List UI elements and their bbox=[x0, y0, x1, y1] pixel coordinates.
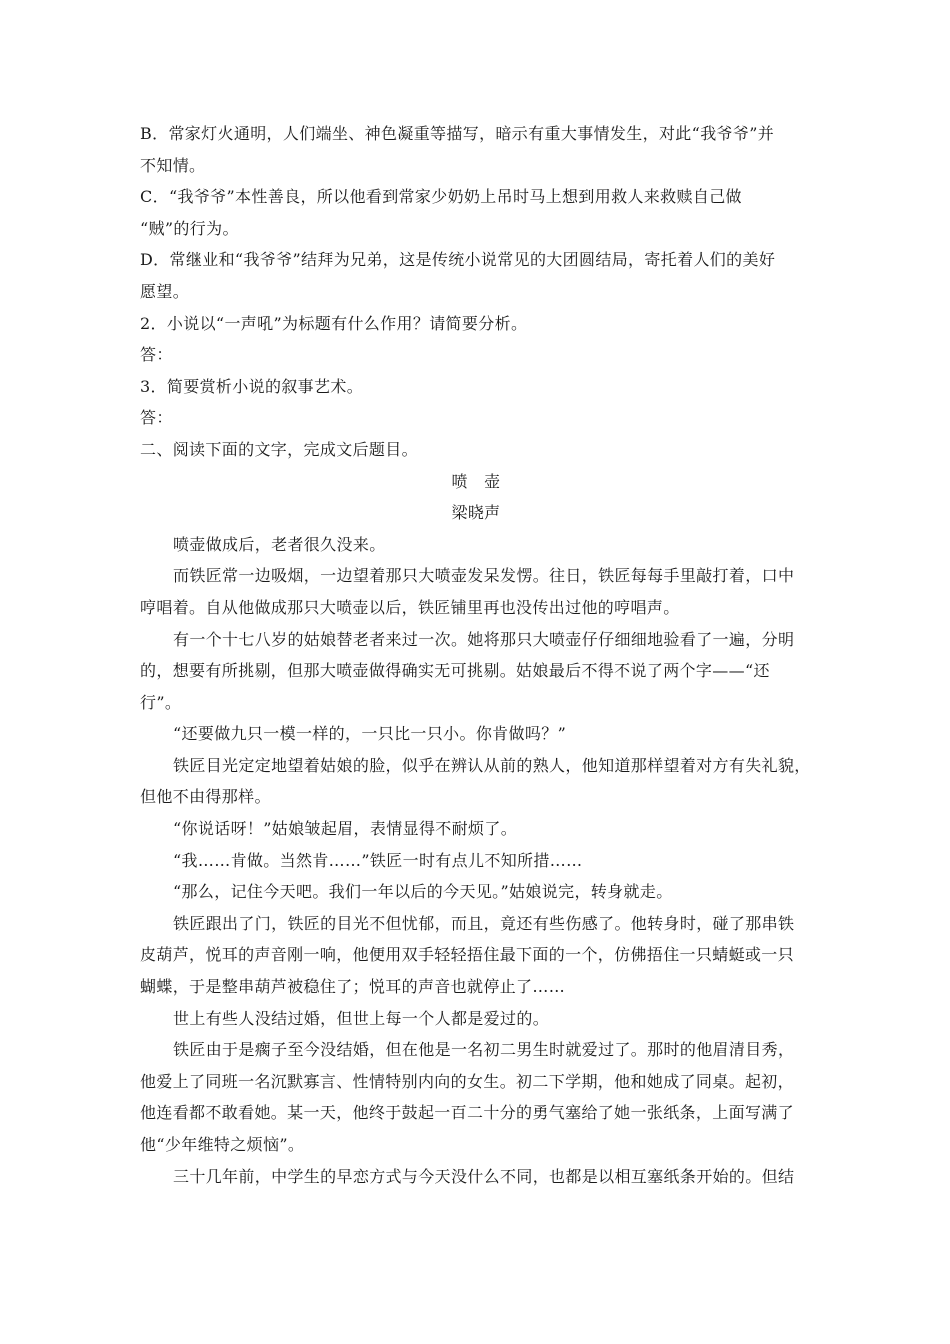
paragraph-line: “你说话呀！”姑娘皱起眉，表情显得不耐烦了。 bbox=[173, 819, 518, 839]
story-author: 梁晓声 bbox=[451, 503, 501, 523]
story-body bbox=[140, 529, 812, 1192]
text-line: 答： bbox=[140, 345, 173, 365]
paragraph-line: 行”。 bbox=[140, 692, 182, 712]
paragraph-line: “还要做九只一模一样的，一只比一只小。你肯做吗？” bbox=[173, 724, 567, 744]
paragraph-line: 他连看都不敢看她。某一天，他终于鼓起一百二十分的勇气塞给了她一张纸条，上面写满了 bbox=[140, 1103, 795, 1123]
document-page bbox=[140, 118, 812, 1192]
paragraph-line: 铁匠目光定定地望着姑娘的脸，似乎在辨认从前的熟人，他知道那样望着对方有失礼貌， bbox=[173, 755, 811, 775]
paragraph-line: 铁匠由于是瘸子至今没结婚，但在他是一名初二男生时就爱过了。那时的他眉清目秀， bbox=[173, 1040, 795, 1060]
paragraph-line: 他爱上了同班一名沉默寡言、性情特别内向的女生。初二下学期，他和她成了同桌。起初， bbox=[140, 1071, 795, 1091]
paragraph-line: 的，想要有所挑剔，但那大喷壶做得确实无可挑剔。姑娘最后不得不说了两个字——“还 bbox=[140, 661, 770, 681]
paragraph-line: 喷壶做成后，老者很久没来。 bbox=[173, 534, 386, 554]
text-line: 2．小说以“一声吼”为标题有什么作用？请简要分析。 bbox=[140, 313, 528, 333]
text-line: “贼”的行为。 bbox=[140, 218, 239, 238]
text-line: 不知情。 bbox=[140, 155, 206, 175]
paragraph-line: 但他不由得那样。 bbox=[140, 787, 271, 807]
paragraph-line: 而铁匠常一边吸烟，一边望着那只大喷壶发呆发愣。往日，铁匠每每手里敲打着，口中 bbox=[173, 566, 795, 586]
paragraph-line: 他“少年维特之烦恼”。 bbox=[140, 1135, 305, 1154]
text-line: 答： bbox=[140, 408, 173, 428]
paragraph-line: 哼唱着。自从他做成那只大喷壶以后，铁匠铺里再也没传出过他的哼唱声。 bbox=[140, 597, 680, 617]
text-line: C．“我爷爷”本性善良，所以他看到常家少奶奶上吊时马上想到用救人来救赎自己做 bbox=[140, 187, 742, 207]
text-line: 愿望。 bbox=[140, 281, 190, 301]
paragraph-line: 三十几年前，中学生的早恋方式与今天没什么不同，也都是以相互塞纸条开始的。但结 bbox=[173, 1166, 795, 1186]
text-line: 3．简要赏析小说的叙事艺术。 bbox=[140, 376, 364, 396]
paragraph-line: “我……肯做。当然肯……”铁匠一时有点儿不知所措…… bbox=[173, 850, 583, 870]
paragraph-line: 铁匠跟出了门，铁匠的目光不但忧郁，而且，竟还有些伤感了。他转身时，碰了那串铁 bbox=[173, 913, 795, 933]
paragraph-line: “那么，记住今天吧。我们一年以后的今天见。”姑娘说完，转身就走。 bbox=[173, 882, 673, 902]
text-line: B．常家灯火通明，人们端坐、神色凝重等描写，暗示有重大事情发生，对此“我爷爷”并 bbox=[140, 124, 775, 143]
story-title: 喷 壶 bbox=[451, 471, 501, 491]
text-line: 二、阅读下面的文字，完成文后题目。 bbox=[140, 439, 418, 459]
text-line: D．常继业和“我爷爷”结拜为兄弟，这是传统小说常见的大团圆结局，寄托着人们的美好 bbox=[140, 250, 776, 270]
paragraph-line: 皮葫芦，悦耳的声音刚一响，他便用双手轻轻捂住最下面的一个，仿佛捂住一只蜻蜓或一只 bbox=[140, 945, 795, 965]
paragraph-line: 有一个十七八岁的姑娘替老者来过一次。她将那只大喷壶仔仔细细地验看了一遍，分明 bbox=[173, 629, 795, 649]
paragraph-line: 世上有些人没结过婚，但世上每一个人都是爱过的。 bbox=[173, 1008, 550, 1028]
paragraph-line: 蝴蝶，于是整串葫芦被稳住了；悦耳的声音也就停止了…… bbox=[140, 977, 566, 997]
question-section bbox=[140, 118, 812, 466]
